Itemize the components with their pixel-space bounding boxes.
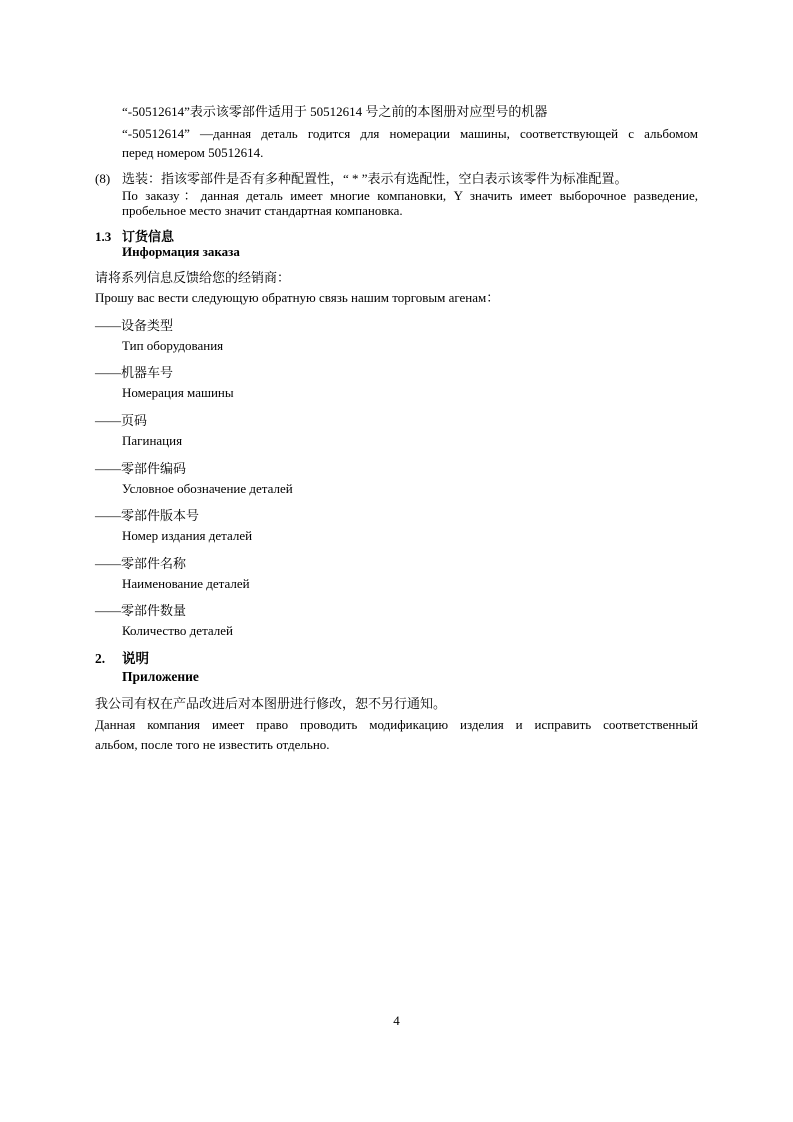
note8-number: (8)	[95, 171, 111, 186]
list-item-ru: Тип оборудования	[122, 338, 224, 353]
section-2-text-ru-2: альбом, после того не известить отдельно.	[95, 737, 330, 752]
section-2-title-ru: Приложение	[122, 669, 199, 684]
list-item-cn: ——页码	[95, 413, 148, 428]
list-item-ru: Номерация машины	[122, 385, 234, 400]
section-1-3-intro-ru: Прошу вас вести следующую обратную связь нашим торговым агенам：	[95, 290, 500, 305]
list-item-ru: Количество деталей	[122, 623, 234, 638]
page-number: 4	[393, 1013, 400, 1028]
list-item-ru: Пагинация	[122, 433, 183, 448]
section-1-3-intro-cn: 请将系列信息反馈给您的经销商：	[95, 270, 291, 285]
list-item-cn: ——机器车号	[95, 365, 174, 380]
note7-line-cn: “-50512614”表示该零部件适用于 50512614 号之前的本图册对应型号的机器	[122, 104, 548, 119]
list-item-cn: ——零部件数量	[95, 603, 187, 618]
section-2-text-ru-1: Данная компания имеет право проводить модификацию изделия и исправить соответственный	[95, 717, 698, 732]
list-item-cn: ——设备类型	[95, 318, 174, 333]
note7-line-ru-1: “-50512614” —данная деталь годится для номерации машины, соответствующей с альбомом	[122, 126, 698, 141]
section-2-title-cn: 说明	[122, 651, 149, 666]
note8-line-cn: 选装：指该零部件是否有多种配置性，“ * ”表示有选配性，空白表示该零件为标准配置。	[122, 171, 628, 186]
section-1-3-number: 1.3	[95, 229, 112, 244]
list-item-cn: ——零部件名称	[95, 556, 187, 571]
list-item-cn: ——零部件版本号	[95, 508, 200, 523]
section-1-3-title-ru: Информация заказа	[122, 244, 240, 259]
note8-line-ru-2: пробельное место значит стандартная компановка.	[122, 203, 403, 218]
list-item-ru: Наименование деталей	[122, 576, 250, 591]
list-item-ru: Номер издания деталей	[122, 528, 253, 543]
section-1-3-title-cn: 订货信息	[122, 229, 175, 244]
section-2-text-cn: 我公司有权在产品改进后对本图册进行修改，恕不另行通知。	[95, 696, 447, 711]
list-item-ru: Условное обозначение деталей	[122, 481, 293, 496]
note7-line-ru-2: перед номером 50512614.	[122, 145, 264, 160]
section-2-number: 2.	[95, 651, 106, 666]
list-item-cn: ——零部件编码	[95, 461, 187, 476]
note8-line-ru-1: По заказу：данная деталь имеет многие компановки, Y значить имеет выборочное разведение,	[122, 188, 698, 203]
